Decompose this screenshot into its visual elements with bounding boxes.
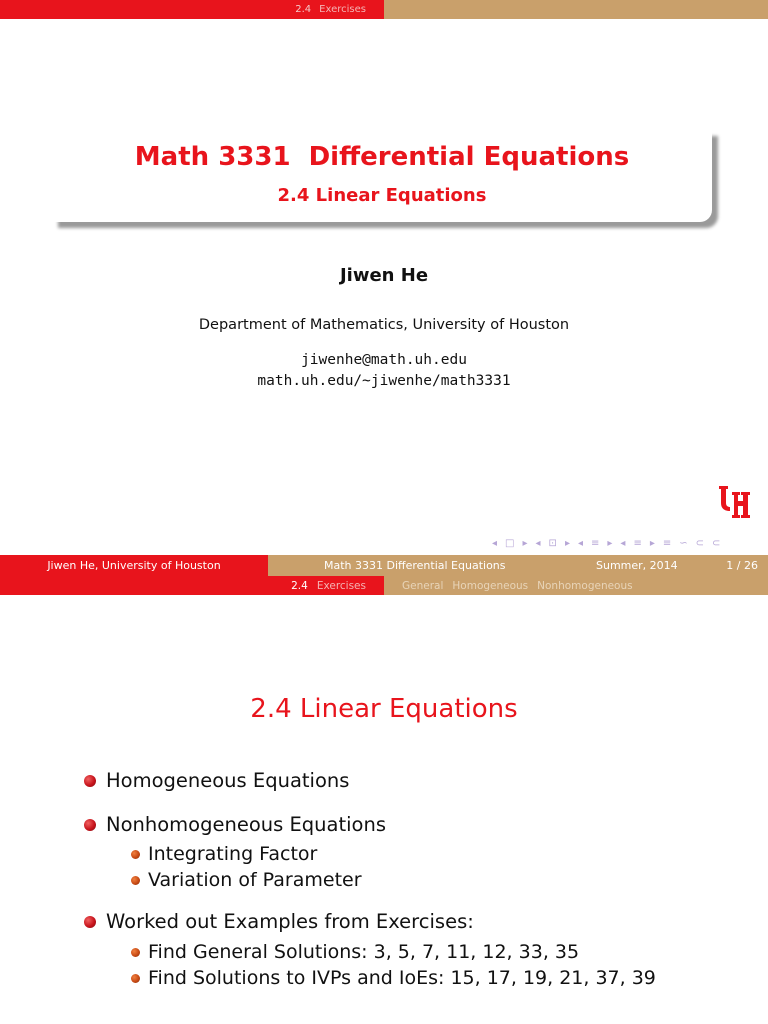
nav-symbol-icon[interactable]: □ (505, 538, 515, 549)
bullet-icon (131, 948, 140, 957)
sub-list-item-label: Find General Solutions: 3, 5, 7, 11, 12, 33, 35 (148, 941, 580, 963)
sub-list-item (131, 843, 317, 865)
footer-page-number: 1 / 26 (726, 559, 758, 572)
sub-list-item (131, 941, 579, 963)
presentation-title (52, 142, 712, 172)
header-section-nav (0, 576, 384, 595)
nav-symbol-icon[interactable]: ≡ (662, 538, 672, 549)
footer-bar (0, 555, 768, 576)
sub-list-item-label: Integrating Factor (148, 843, 318, 865)
list-item-label: Nonhomogeneous Equations (106, 813, 386, 836)
course-number: Math 3331 (134, 142, 291, 172)
header-section-name[interactable]: Exercises (316, 579, 366, 592)
institution: Department of Mathematics, University of Houston (198, 317, 570, 333)
sub-list-item (131, 967, 656, 989)
sub-list-item (131, 869, 362, 891)
header-bar (0, 0, 768, 19)
list-item (84, 813, 386, 836)
course-name: Differential Equations (308, 142, 630, 172)
nav-symbol-icon[interactable]: ⊡ (548, 538, 557, 549)
uh-logo-icon (718, 484, 752, 524)
nav-symbol-icon[interactable]: ▸ (607, 538, 613, 549)
list-item-label: Worked out Examples from Exercises: (106, 910, 474, 933)
nav-symbol-icon[interactable]: ≡ (633, 538, 642, 549)
footer-info (268, 555, 768, 576)
bullet-icon (131, 850, 140, 859)
outline-slide (0, 576, 768, 1024)
bullet-icon (131, 876, 140, 885)
nav-symbol-icon[interactable]: ◂ (620, 538, 626, 549)
bullet-icon (131, 974, 140, 983)
nav-symbol-icon[interactable]: ◂ (535, 538, 541, 549)
header-bar (0, 576, 768, 595)
header-section-number[interactable]: 2.4 (291, 579, 308, 592)
nav-symbol-icon[interactable]: ▸ (649, 538, 655, 549)
list-item-label: Homogeneous Equations (106, 769, 350, 792)
list-item (84, 769, 349, 792)
bullet-icon (84, 916, 96, 928)
header-section-nav (0, 0, 384, 19)
nav-symbol-icon[interactable]: ◂ (577, 538, 583, 549)
nav-symbol-icon[interactable]: ▸ (564, 538, 570, 549)
email: jiwenhe@math.uh.edu (301, 352, 467, 368)
bullet-icon (84, 775, 96, 787)
website-url: math.uh.edu/∼jiwenhe/math3331 (257, 373, 511, 389)
bullet-icon (84, 819, 96, 831)
title-block (52, 130, 712, 222)
subsection-link-general[interactable]: General (402, 579, 444, 592)
presentation-subtitle: 2.4 Linear Equations (277, 185, 487, 206)
header-subsection-nav (384, 576, 768, 595)
footer-course: Math 3331 Differential Equations (324, 559, 506, 572)
sub-list-item-label: Variation of Parameter (148, 869, 362, 891)
subsection-link-nonhomogeneous[interactable]: Nonhomogeneous (537, 579, 633, 592)
header-section-name[interactable]: Exercises (319, 4, 366, 15)
header-section-number[interactable]: 2.4 (295, 4, 312, 15)
subsection-link-homogeneous[interactable]: Homogeneous (452, 579, 529, 592)
list-item (84, 910, 474, 933)
nav-symbol-icon[interactable]: ⊂ (695, 538, 705, 549)
footer-date: Summer, 2014 (596, 559, 678, 572)
nav-symbol-icon[interactable]: ⊂ (712, 538, 721, 549)
frame-title: 2.4 Linear Equations (250, 694, 518, 724)
nav-symbol-icon[interactable]: ◂ (492, 538, 498, 549)
nav-symbol-icon[interactable]: ≡ (591, 538, 600, 549)
sub-list-item-label: Find Solutions to IVPs and IoEs: 15, 17, 19, 21, 37, 39 (148, 967, 656, 989)
footer-author: Jiwen He, University of Houston (0, 555, 268, 576)
beamer-navigation (490, 538, 722, 549)
nav-symbol-icon[interactable]: ∽ (679, 538, 688, 549)
author-name: Jiwen He (339, 265, 429, 286)
nav-symbol-icon[interactable]: ▸ (522, 538, 528, 549)
header-subsection-nav (384, 0, 768, 19)
